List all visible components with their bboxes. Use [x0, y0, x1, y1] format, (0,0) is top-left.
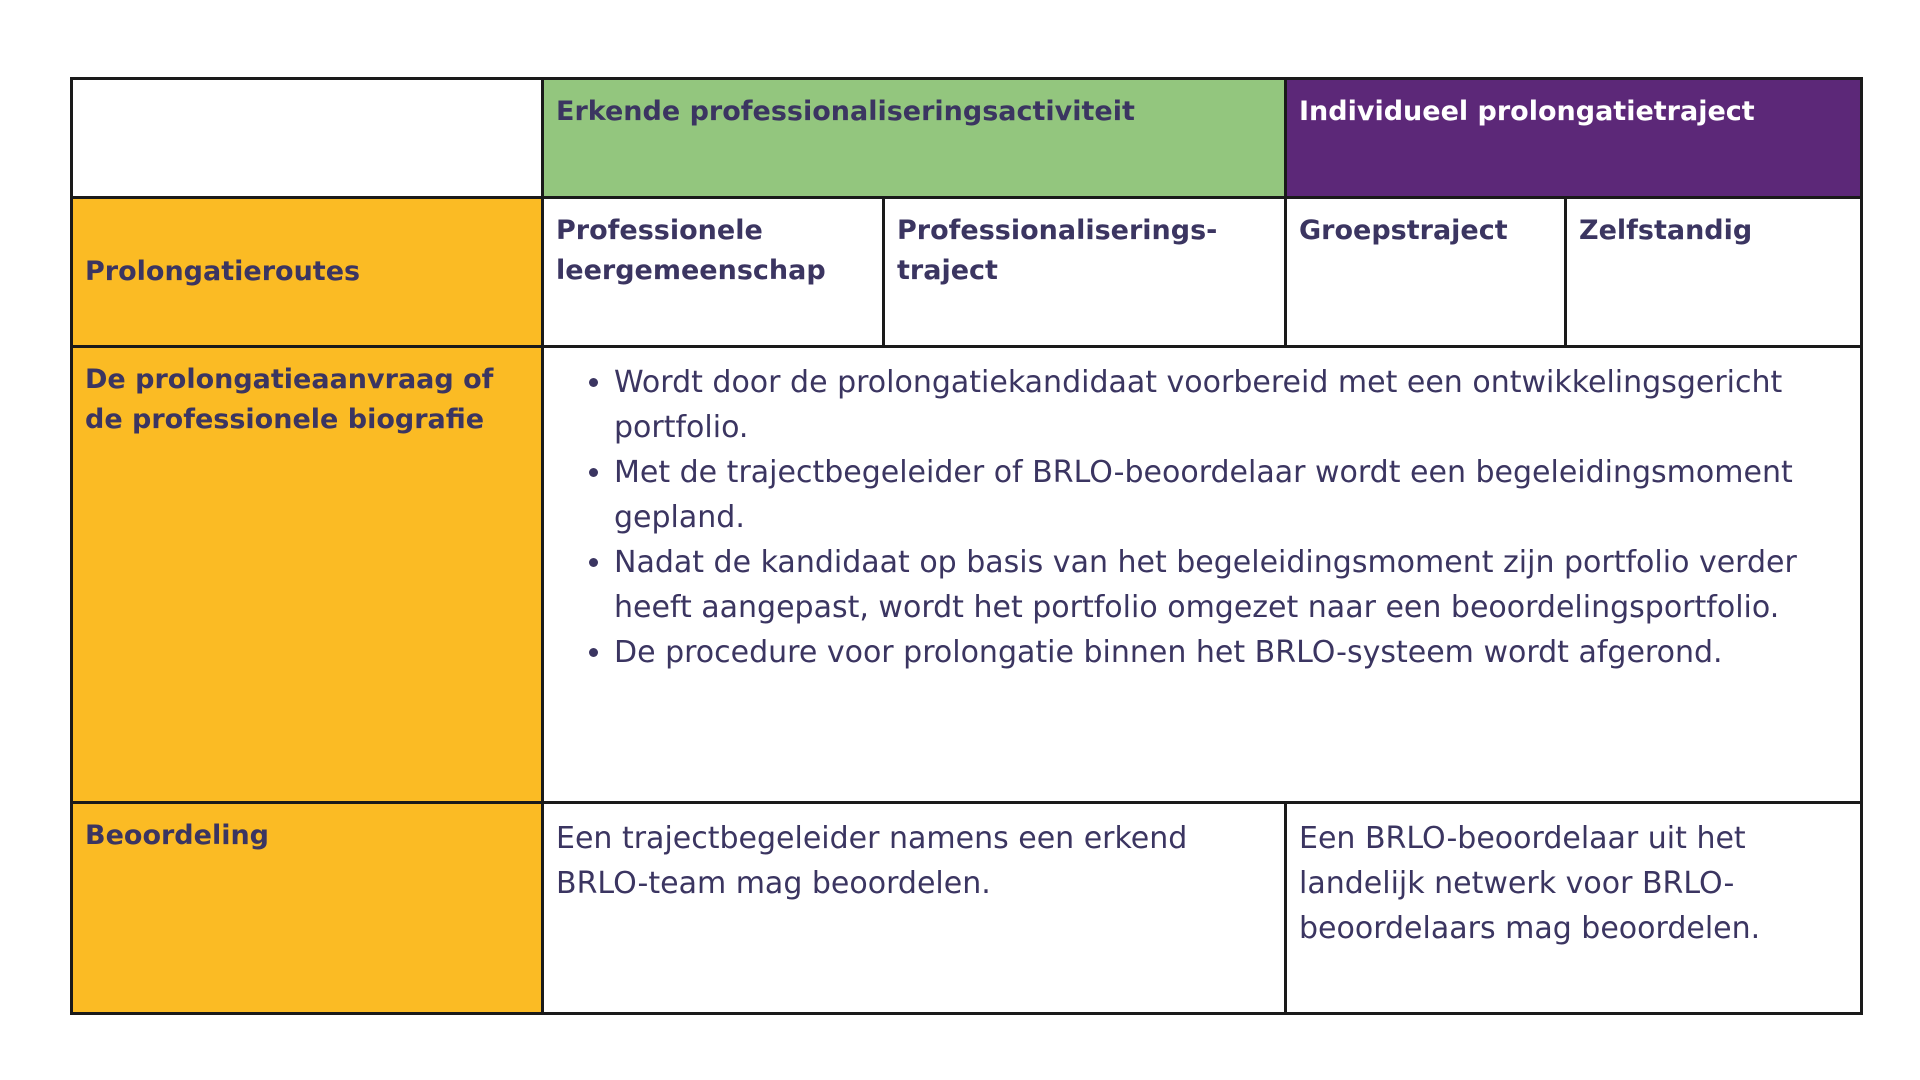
aanvraag-steps-cell: [543, 347, 1862, 803]
beoordeling-erkend: Een trajectbegeleider namens een erkend BRLO-team mag beoordelen.: [543, 803, 1286, 1014]
group-header-row: [72, 79, 1862, 198]
route-professionele-leergemeenschap: Professionele leergemeenschap: [543, 198, 884, 347]
row-label-beoordeling: Beoordeling: [72, 803, 543, 1014]
routes-row: [72, 198, 1862, 347]
group-header-individueel: Individueel prolongatietraject: [1286, 79, 1862, 198]
group-header-erkend: Erkende professionaliseringsactiviteit: [543, 79, 1286, 198]
list-item: • De procedure voor prolongatie binnen het BRLO-systeem wordt afgerond.: [614, 630, 1848, 675]
aanvraag-steps-list: [556, 360, 1848, 675]
corner-cell: [72, 79, 543, 198]
route-groepstraject: Groepstraject: [1286, 198, 1566, 347]
row-label-routes: Prolongatieroutes: [72, 198, 543, 347]
prolongatie-table: [70, 77, 1863, 1015]
route-professionaliseringstraject: Professionaliserings-traject: [884, 198, 1286, 347]
aanvraag-row: [72, 347, 1862, 803]
beoordeling-individueel: Een BRLO-beoordelaar uit het landelijk netwerk voor BRLO-beoordelaars mag beoordelen.: [1286, 803, 1862, 1014]
list-item: • Nadat de kandidaat op basis van het begeleidingsmoment zijn portfolio verder heeft aangepast, wordt het portfolio omgezet naar een beoordelingsportfolio.: [614, 540, 1848, 630]
beoordeling-row: [72, 803, 1862, 1014]
list-item: • Wordt door de prolongatiekandidaat voorbereid met een ontwikkelingsgericht portfolio.: [614, 360, 1848, 450]
route-zelfstandig: Zelfstandig: [1566, 198, 1862, 347]
row-label-aanvraag: De prolongatieaanvraag of de professionele biografie: [72, 347, 543, 803]
list-item: • Met de trajectbegeleider of BRLO-beoordelaar wordt een begeleidingsmoment gepland.: [614, 450, 1848, 540]
